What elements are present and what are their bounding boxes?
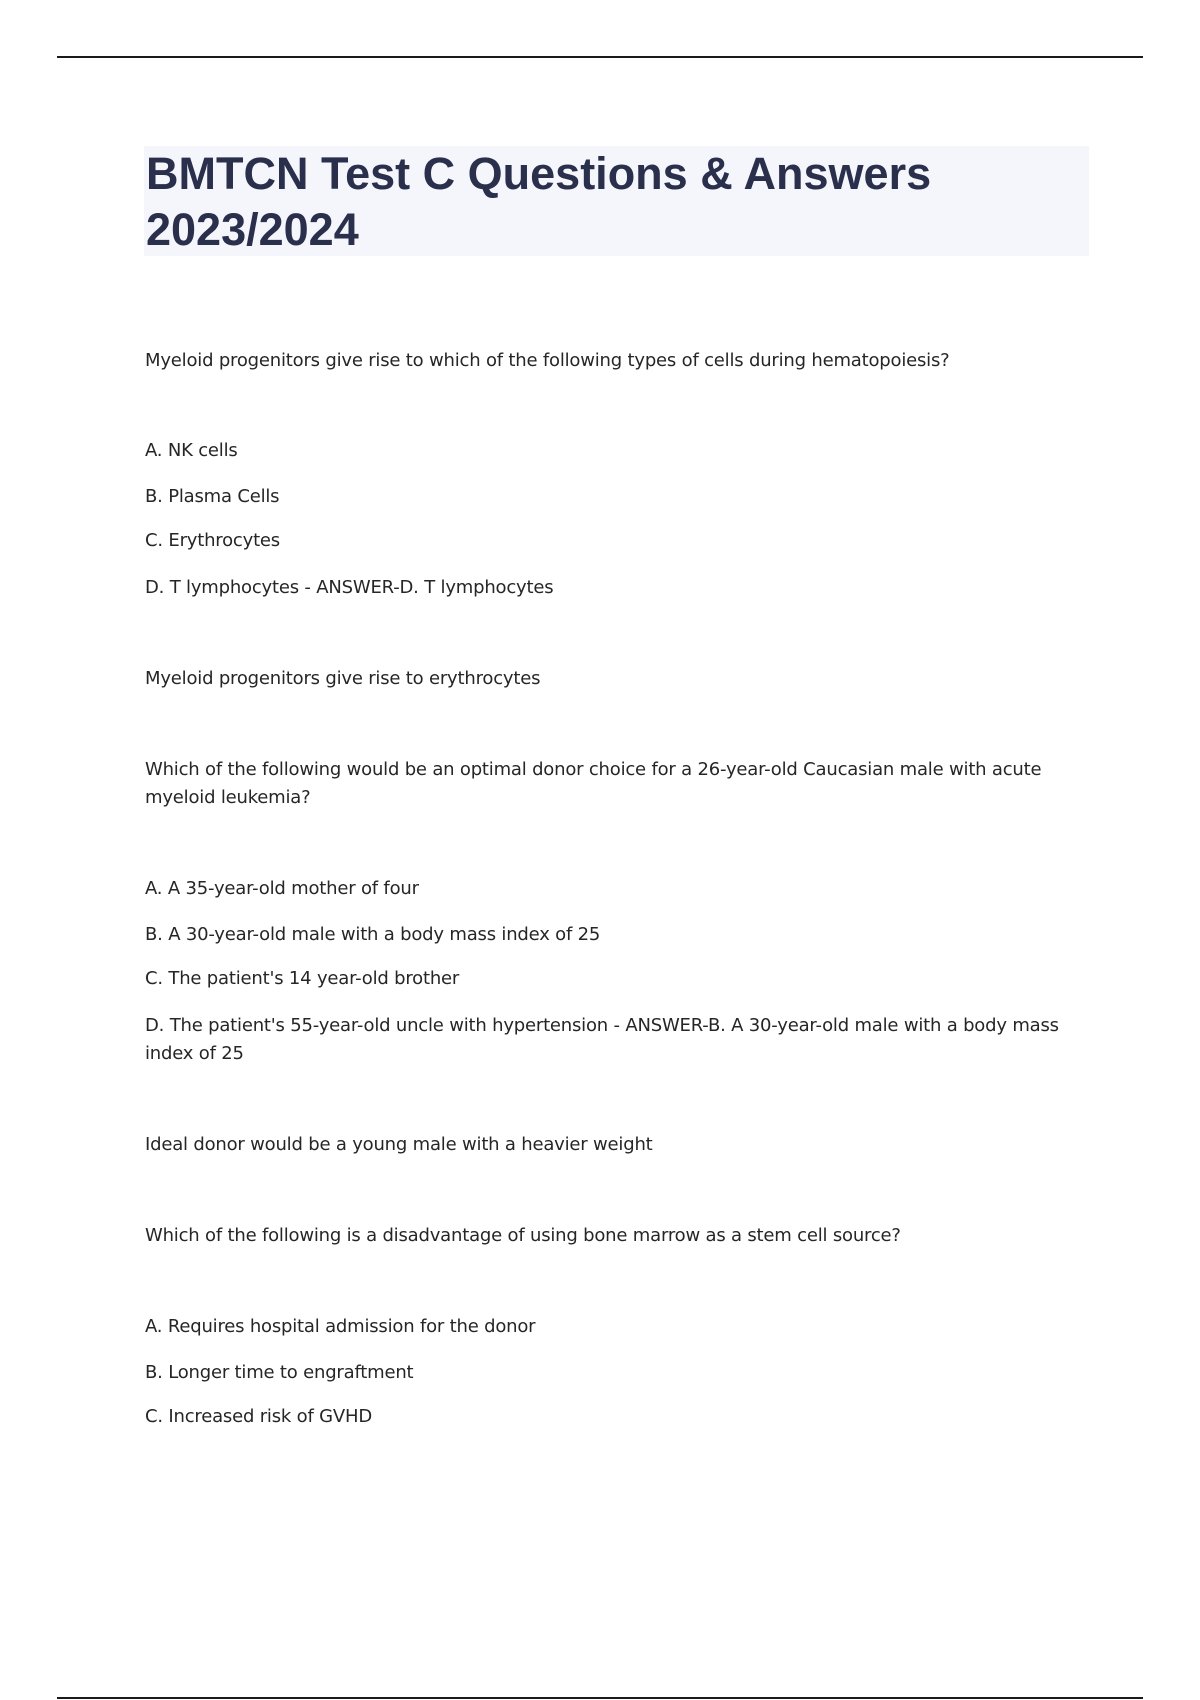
question-1-prompt: Myeloid progenitors give rise to which of the following types of cells during hematopoiesis? [145,350,950,371]
question-3-option-a: A. Requires hospital admission for the donor [145,1316,536,1337]
question-3-option-b: B. Longer time to engraftment [145,1362,414,1383]
question-2-option-b: B. A 30-year-old male with a body mass index of 25 [145,924,601,945]
footer-rule [57,1697,1143,1699]
question-2-prompt: Which of the following would be an optimal donor choice for a 26-year-old Caucasian male with acute myeloid leukemia? [145,759,1042,808]
header-rule [57,56,1143,58]
question-2-option-c: C. The patient's 14 year-old brother [145,968,460,989]
document-title: BMTCN Test C Questions & Answers 2023/2024 [146,148,932,255]
question-1-option-d: D. T lymphocytes - ANSWER-D. T lymphocytes [145,577,554,598]
question-3-prompt: Which of the following is a disadvantage of using bone marrow as a stem cell source? [145,1225,901,1246]
question-1-option-b: B. Plasma Cells [145,486,280,507]
question-2-explanation: Ideal donor would be a young male with a heavier weight [145,1134,653,1155]
question-2-option-a: A. A 35-year-old mother of four [145,878,419,899]
question-2-option-d: D. The patient's 55-year-old uncle with hypertension - ANSWER-B. A 30-year-old male with a body mass index of 25 [145,1015,1059,1064]
question-3-option-c: C. Increased risk of GVHD [145,1406,372,1427]
question-1-option-c: C. Erythrocytes [145,530,280,551]
question-1-option-a: A. NK cells [145,440,238,461]
question-1-explanation: Myeloid progenitors give rise to erythrocytes [145,668,541,689]
